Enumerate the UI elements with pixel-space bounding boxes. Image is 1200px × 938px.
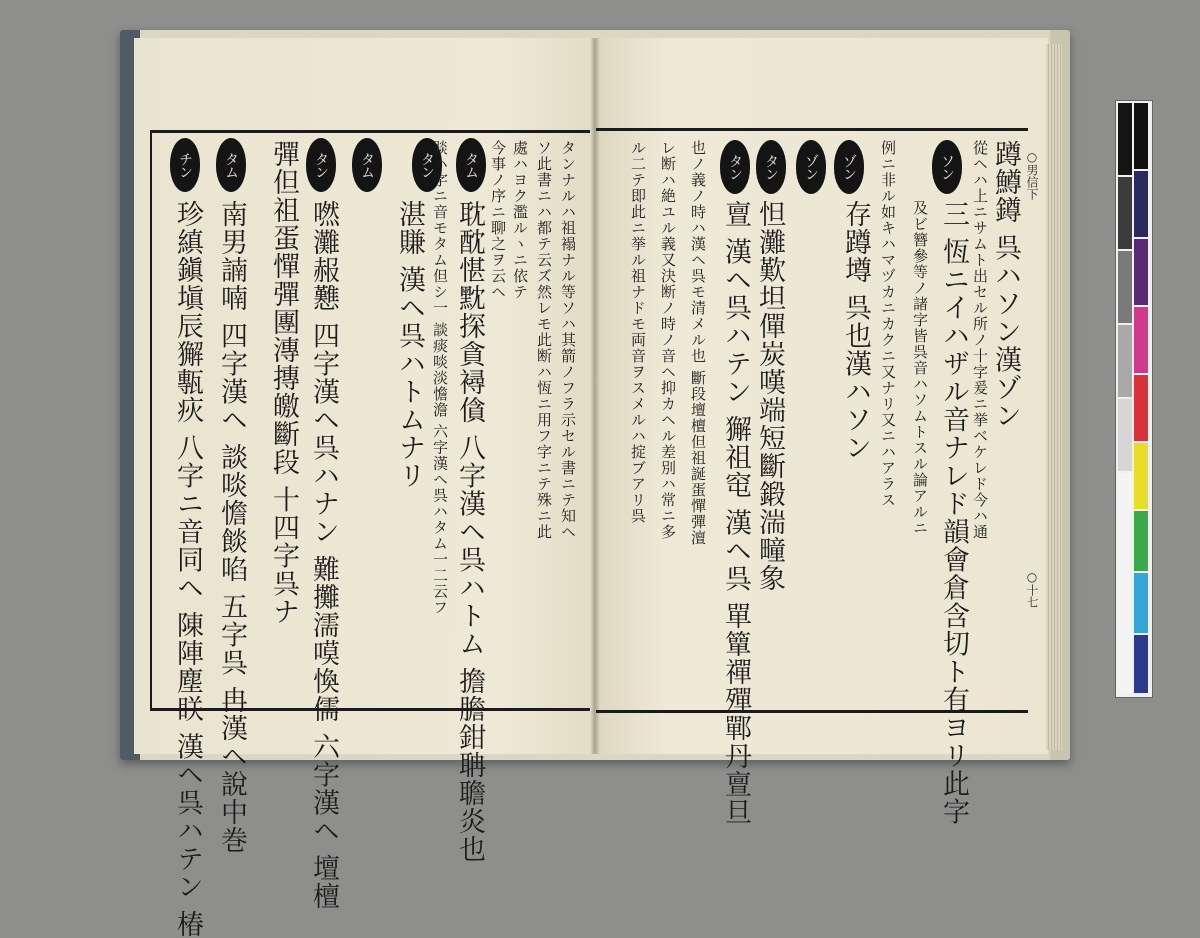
text-column: タンナルハ祖褟ナル等ソハ其箭ノフラ示セル書ニテ知ヘ (559, 140, 577, 540)
text-column: 怛灘歎坦僤炭嘆端短斷鍛湍疃象 (754, 200, 785, 592)
headword-marker: タム (352, 138, 382, 192)
text-column: レ断ハ絶ユル義又決断ノ時ノ音ヘ抑カヘル差別ハ常ニ多 (659, 140, 677, 540)
text-column: 及ビ簪參等ノ諸字皆呉音ハソムトスル論アルニ (911, 200, 929, 536)
color-patch (1134, 443, 1148, 509)
text-column: 三 恆ニイハザル音ナレド韻會倉含切ト有ヨリ此字 (938, 200, 969, 826)
color-patch (1134, 573, 1148, 633)
text-column: 從ヘハ上ニサムト出セル所ノ十字爰ニ挙ベケレド今ハ通 (971, 140, 989, 540)
headword-marker: タン (720, 140, 750, 194)
headword-marker: チン (170, 138, 200, 192)
color-patch (1134, 103, 1148, 169)
color-patch (1134, 635, 1148, 693)
text-column: 蹲鱒鐏 呉ハソン漢ゾン (990, 140, 1021, 430)
text-column: 例ニ非ル如キハマヅカニカクニ又ナリ又ニハアラス (879, 140, 897, 508)
text-column: 處ハヨク濫ルヽニ依テ (511, 140, 529, 300)
color-patch (1134, 375, 1148, 441)
color-patch (1134, 239, 1148, 305)
color-patch (1134, 171, 1148, 237)
headword-marker: タン (412, 138, 442, 192)
color-calibration-chart (1115, 100, 1153, 698)
headword-marker: ゾン (834, 140, 864, 194)
text-column: 嘫灘赧戁 四字漢ヘ呉ハナン 難攤濡嗼愌儒 六字漢ヘ 壇檀 (308, 200, 339, 911)
text-column: 也ノ義ノ時ハ漢ヘ呉モ清メル也 斷段壇檀但祖誕蛋憚彈澶 (689, 140, 707, 546)
page-stack-edge (1046, 44, 1062, 750)
headword-marker: タン (306, 138, 336, 192)
text-column: ソ此書ニハ都テ云ズ然レモ此断ハ恆ニ用フ字ニテ殊ニ此 (535, 140, 553, 540)
gray-patch (1118, 103, 1132, 175)
headword-marker: タム (216, 138, 246, 192)
running-title: ○男信下 (1025, 150, 1039, 200)
left-page-side-rule (150, 130, 152, 710)
headword-marker: タム (456, 138, 486, 192)
gray-patch (1118, 177, 1132, 249)
headword-marker: ソン (932, 140, 962, 194)
right-page-top-rule (596, 128, 1028, 131)
headword-marker: タン (756, 140, 786, 194)
text-column: 珍縝鎭塡辰獬甎疢 八字ニ音同ヘ 陳陣塵眹 漢ヘ呉ハテン 椿 (172, 200, 203, 938)
gray-patch (1118, 251, 1132, 323)
text-column: ル二テ即此ニ挙ル祖ナドモ両音ヲスメルハ掟ブアリ呉 (629, 140, 647, 524)
color-patch (1134, 511, 1148, 571)
text-column: 賧ハ字ニ音モタム但シ一 談痰啖淡憺澹 六字漢ヘ呉ハタム一二云フ (431, 140, 449, 616)
text-column: 亶 漢ヘ呉ハテン 獬祖窀 漢ヘ呉 單簞禪殫鄲丹亶旦 (720, 200, 751, 827)
text-column: 今事ノ序ニ聊之ヲ云ヘ (489, 140, 507, 300)
gray-patch (1118, 399, 1132, 471)
book-gutter (590, 38, 600, 754)
color-patch (1134, 307, 1148, 373)
headword-marker: ゾン (796, 140, 826, 194)
text-column: 存蹲墫 呉也漢ハソン (840, 200, 871, 462)
folio-number: ○十七 (1025, 570, 1039, 608)
gray-patch (1118, 473, 1132, 693)
gray-patch (1118, 325, 1132, 397)
text-column: 彈但祖蛋憚彈團漙摶皦斷段 十四字呉ナ (268, 140, 299, 626)
text-column: 耽酖愖黕探貪襑僋 八字漢ヘ呉ハトム 擔膽鉗聃聸炎也 (454, 200, 485, 864)
text-column: 湛賺 漢ヘ呉ハトムナリ (394, 200, 425, 490)
left-page-top-rule (150, 130, 590, 133)
text-column: 南男諵喃 四字漢ヘ 談啖憺餤啗 五字呉 冉漢ヘ說中巻 (216, 200, 247, 855)
